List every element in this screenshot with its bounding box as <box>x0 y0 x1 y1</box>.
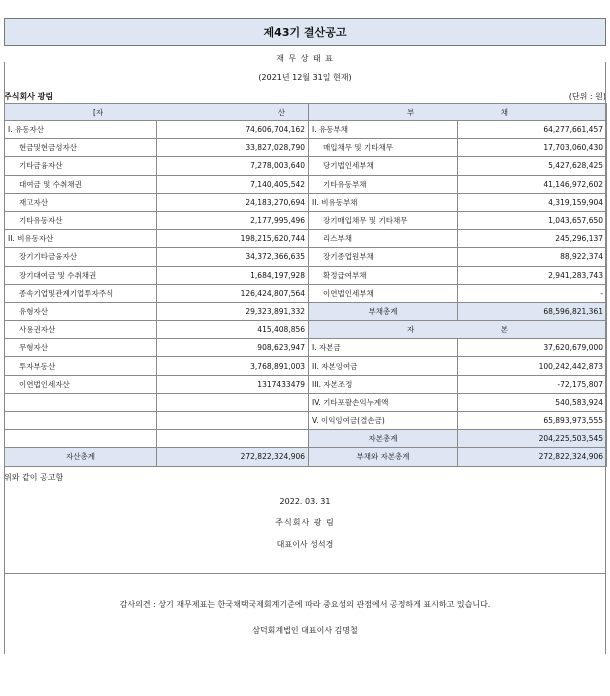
asset-value: 1,684,197,928 <box>157 266 309 284</box>
liability-label: 매입채무 및 기타채무 <box>309 139 458 157</box>
table-row <box>5 339 607 357</box>
signature-company: 주식회사 광 림 <box>275 517 335 527</box>
table-row <box>5 175 607 193</box>
notice-text: 위와 같이 공고함 <box>4 472 64 482</box>
asset-value <box>157 430 309 448</box>
liability-value: 17,703,060,430 <box>458 139 607 157</box>
liability-label: 확정급여부채 <box>309 266 458 284</box>
as-of-date: (2021년 12월 31일 현재) <box>258 73 352 82</box>
asset-value <box>157 393 309 411</box>
company-name: 주식회사 광림 <box>4 91 54 101</box>
asset-label: 장기대여금 및 수취채권 <box>5 266 157 284</box>
table-header-row <box>5 104 607 121</box>
asset-label <box>5 412 157 430</box>
asset-value: 34,372,366,635 <box>157 248 309 266</box>
equity-value: 37,620,679,000 <box>458 339 607 357</box>
equity-value: 540,583,924 <box>458 393 607 411</box>
table-row <box>5 412 607 430</box>
asset-value: 24,183,270,694 <box>157 193 309 211</box>
table-row <box>5 284 607 302</box>
liability-label: 당기법인세부채 <box>309 157 458 175</box>
asset-label: I. 유동자산 <box>5 121 157 139</box>
asset-label <box>5 430 157 448</box>
balance-sheet-table <box>4 103 607 467</box>
signature-block <box>4 497 606 550</box>
liab-equity-total-label: 부채와 자본총계 <box>309 448 458 466</box>
asset-label: 종속기업및관계기업투자주식 <box>5 284 157 302</box>
liabilities-total-label: 부채총계 <box>309 302 458 320</box>
equity-label: I. 자본금 <box>309 339 458 357</box>
table-row <box>5 357 607 375</box>
equity-label: IV. 기타포괄손익누계액 <box>309 393 458 411</box>
table-row <box>5 211 607 229</box>
table-row <box>5 157 607 175</box>
asset-value <box>157 412 309 430</box>
totals-row <box>5 448 607 466</box>
table-row <box>5 230 607 248</box>
asset-value: 74,606,704,162 <box>157 121 309 139</box>
asset-value: 29,323,891,332 <box>157 302 309 320</box>
equity-value: 65,893,973,555 <box>458 412 607 430</box>
asset-value: 7,140,405,542 <box>157 175 309 193</box>
equity-header: 자 본 <box>309 321 607 339</box>
liabilities-header: 부 채 <box>309 104 607 121</box>
liability-value: 2,941,283,743 <box>458 266 607 284</box>
asset-label: 이연법인세자산 <box>5 375 157 393</box>
asset-label <box>5 393 157 411</box>
asset-value: 2,177,995,496 <box>157 211 309 229</box>
asset-label: 현금및현금성자산 <box>5 139 157 157</box>
liability-value: 1,043,657,650 <box>458 211 607 229</box>
page-title <box>4 18 606 46</box>
equity-value: 100,242,442,873 <box>458 357 607 375</box>
asset-label: 재고자산 <box>5 193 157 211</box>
asset-label: 투자부동산 <box>5 357 157 375</box>
liab-equity-total-value: 272,822,324,906 <box>458 448 607 466</box>
liability-label: 리스부채 <box>309 230 458 248</box>
company-unit-line <box>4 90 606 102</box>
asset-label: 기타금융자산 <box>5 157 157 175</box>
unit-label: (단위 : 원) <box>568 91 606 101</box>
table-row <box>5 248 607 266</box>
audit-opinion: 감사의견 : 상기 재무제표는 한국채택국제회계기준에 따라 중요성의 관점에서 공정하게 표시하고 있습니다. <box>119 599 491 609</box>
liabilities-total-value: 68,596,821,361 <box>458 302 607 320</box>
equity-label: V. 이익잉여금(결손금) <box>309 412 458 430</box>
table-row <box>5 393 607 411</box>
asset-value: 1317433479 <box>157 375 309 393</box>
asset-label: 장기기타금융자산 <box>5 248 157 266</box>
asset-label: 무형자산 <box>5 339 157 357</box>
liability-value: 88,922,374 <box>458 248 607 266</box>
assets-total-label: 자산총계 <box>5 448 157 466</box>
equity-value: -72,175,807 <box>458 375 607 393</box>
equity-label: III. 자본조정 <box>309 375 458 393</box>
table-row <box>5 430 607 448</box>
asset-value: 908,623,947 <box>157 339 309 357</box>
liability-label: 이연법인세부채 <box>309 284 458 302</box>
table-row <box>5 139 607 157</box>
table-row <box>5 375 607 393</box>
asset-value: 198,215,620,744 <box>157 230 309 248</box>
table-row <box>5 121 607 139</box>
liability-value: - <box>458 284 607 302</box>
asset-value: 7,278,003,640 <box>157 157 309 175</box>
asset-value: 3,768,891,003 <box>157 357 309 375</box>
assets-total-value: 272,822,324,906 <box>157 448 309 466</box>
asset-value: 33,827,028,790 <box>157 139 309 157</box>
equity-total-value: 204,225,503,545 <box>458 430 607 448</box>
equity-label: II. 자본잉여금 <box>309 357 458 375</box>
asset-value: 126,424,807,564 <box>157 284 309 302</box>
liability-label: II. 비유동부채 <box>309 193 458 211</box>
liability-label: 장기종업원부채 <box>309 248 458 266</box>
audit-opinion-box <box>4 573 606 654</box>
liability-value: 4,319,159,904 <box>458 193 607 211</box>
table-row <box>5 193 607 211</box>
equity-total-label: 자본총계 <box>309 430 458 448</box>
liability-label: 기타유동부채 <box>309 175 458 193</box>
statement-name: 재 무 상 태 표 <box>276 54 334 63</box>
signature-ceo: 대표이사 성석경 <box>276 539 334 549</box>
asset-label: 사용권자산 <box>5 321 157 339</box>
asset-label: 대여금 및 수취채권 <box>5 175 157 193</box>
liability-value: 5,427,628,425 <box>458 157 607 175</box>
assets-header: [자 산 <box>5 104 309 121</box>
liability-label: I. 유동부채 <box>309 121 458 139</box>
asset-label: 유형자산 <box>5 302 157 320</box>
table-row <box>5 321 607 339</box>
notice-date: 2022. 03. 31 <box>279 496 331 506</box>
table-row <box>5 302 607 320</box>
table-row <box>5 266 607 284</box>
auditor-name: 삼덕회계법인 대표이사 김명철 <box>252 625 358 635</box>
asset-value: 415,408,856 <box>157 321 309 339</box>
asset-label: 기타유동자산 <box>5 211 157 229</box>
liability-label: 장기매입채무 및 기타채무 <box>309 211 458 229</box>
announcement-page <box>4 18 606 654</box>
asset-label: II. 비유동자산 <box>5 230 157 248</box>
liability-value: 245,296,137 <box>458 230 607 248</box>
title-text: 제43기 결산공고 <box>263 26 347 39</box>
liability-value: 64,277,661,457 <box>458 121 607 139</box>
liability-value: 41,146,972,602 <box>458 175 607 193</box>
